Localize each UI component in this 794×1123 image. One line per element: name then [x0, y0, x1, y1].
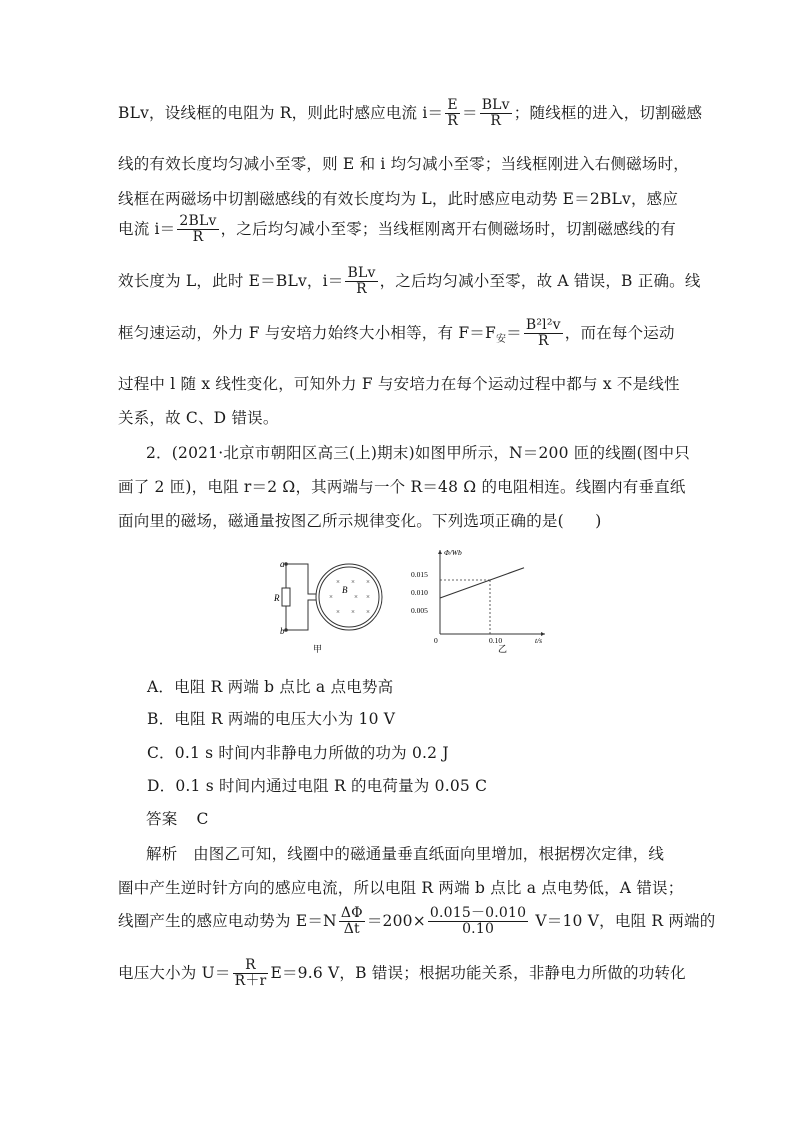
- fraction-denominator: R: [537, 333, 549, 350]
- fraction: [524, 318, 563, 350]
- figure-right-label: 乙: [498, 644, 508, 654]
- fraction: [480, 98, 512, 130]
- flux-series-line: [440, 568, 524, 598]
- figure-svg: [270, 546, 570, 656]
- subscript: 安: [495, 333, 507, 345]
- field-mark: ×: [329, 593, 333, 601]
- figure-left-label: 甲: [313, 644, 323, 654]
- field-marks: [329, 578, 370, 616]
- answer-value: C: [196, 810, 209, 828]
- field-mark: ×: [366, 578, 370, 586]
- resistor-symbol: [282, 588, 290, 606]
- field-mark: ×: [336, 578, 340, 586]
- fraction-numerator: BLv: [347, 265, 376, 281]
- paragraph1-line2: 线的有效长度均匀减小至零，则 E 和 i 均匀减小至零；当线框刚进入右侧磁场时，: [118, 155, 689, 173]
- fraction-numerator: 0.015－0.010: [429, 905, 527, 921]
- text-segment: 效长度为 L，此时 E＝BLv，i＝: [118, 271, 344, 290]
- origin-label: 0: [434, 636, 438, 645]
- fraction-denominator: R: [356, 281, 367, 298]
- field-mark: ×: [354, 593, 358, 601]
- y-tick-label: 0.010: [411, 588, 428, 597]
- fraction-denominator: R: [447, 113, 458, 130]
- fraction-denominator: R: [192, 229, 204, 246]
- text-segment: 电流 i＝: [118, 219, 176, 238]
- fraction-numerator: R: [233, 958, 269, 974]
- fraction: [345, 266, 377, 298]
- option-b: B．电阻 R 两端的电压大小为 10 V: [147, 710, 396, 728]
- fraction-denominator: R: [490, 113, 502, 130]
- text-segment: ，之后均匀减小至零，故 A 错误，B 正确。线: [379, 271, 701, 290]
- paragraph1-line8: 关系，故 C、D 错误。: [118, 409, 279, 427]
- question2-line3: 面向里的磁场，磁通量按图乙所示规律变化。下列选项正确的是( ): [118, 512, 602, 530]
- terminal-b-label: b: [280, 626, 285, 636]
- text-segment: 线圈产生的感应电动势为 E＝N: [118, 911, 337, 930]
- analysis-line4: [118, 957, 686, 990]
- text-segment: 框匀速运动，外力 F 与安培力始终大小相等，有 F＝F: [118, 323, 496, 342]
- coil-inner-turn: [319, 567, 379, 627]
- y-axis-label: Φ/Wb: [444, 548, 462, 557]
- field-mark: ×: [366, 608, 370, 616]
- paragraph1-line6: [118, 318, 678, 350]
- fraction-numerator: BLv: [481, 97, 510, 113]
- fraction: [177, 214, 218, 246]
- fraction-denominator: 0.10: [462, 921, 495, 938]
- text-segment: E＝9.6 V，B 错误；根据功能关系，非静电力所做的功转化: [270, 963, 686, 982]
- answer-line: [146, 807, 706, 829]
- analysis-line3: [118, 905, 716, 938]
- option-c: C．0.1 s 时间内非静电力所做的功为 0.2 J: [147, 744, 449, 762]
- flux-chart: [411, 548, 545, 645]
- paragraph1-line7: 过程中 l 随 x 线性变化，可知外力 F 与安培力在每个运动过程中都与 x 不是线性: [118, 375, 680, 393]
- resistor-label: R: [274, 593, 280, 603]
- option-d: D．0.1 s 时间内通过电阻 R 的电荷量为 0.05 C: [147, 777, 488, 795]
- text-segment: BLv，设线框的电阻为 R，则此时感应电流 i＝: [118, 103, 444, 122]
- x-axis-label: t/s: [535, 636, 543, 645]
- fraction: [428, 906, 528, 938]
- text-segment: ＝200×: [366, 911, 426, 930]
- terminal-a-label: a: [280, 559, 285, 569]
- answer-label: 答案: [146, 810, 178, 828]
- fraction: [339, 906, 365, 938]
- question2-figure: [270, 546, 570, 656]
- question2-line2: 画了 2 匝)，电阻 r＝2 Ω，其两端与一个 R＝48 Ω 的电阻相连。线圈内有垂直纸: [118, 478, 686, 496]
- field-mark: ×: [351, 608, 355, 616]
- fraction-numerator: E: [445, 98, 460, 114]
- text-segment: 电压大小为 U＝: [118, 963, 231, 982]
- text-segment: ，而在每个运动: [564, 323, 675, 342]
- field-mark: ×: [366, 593, 370, 601]
- fraction-denominator: Δt: [343, 921, 360, 938]
- fraction-denominator: R＋r: [234, 973, 267, 990]
- field-mark: ×: [336, 608, 340, 616]
- field-label: B: [342, 585, 348, 595]
- text-segment: ＝: [461, 103, 478, 122]
- y-tick-label: 0.005: [411, 606, 428, 615]
- option-a: A．电阻 R 两端 b 点比 a 点电势高: [147, 678, 394, 696]
- x-tick-label: 0.10: [489, 636, 503, 645]
- circuit-diagram: [273, 559, 382, 654]
- paragraph1-line3: 线框在两磁场中切割磁感线的有效长度均为 L，此时感应电动势 E＝2BLv，感应: [118, 190, 679, 208]
- paragraph1-line1: [118, 97, 703, 130]
- coil-outer-turn: [316, 564, 382, 630]
- fraction-numerator: 2BLv: [179, 213, 217, 229]
- fraction-numerator: ΔΦ: [340, 905, 363, 921]
- text-segment: V＝10 V，电阻 R 两端的: [530, 911, 716, 930]
- y-axis-arrow: [438, 550, 442, 554]
- question2-line1: 2．(2021·北京市朝阳区高三(上)期末)如图甲所示，N＝200 匝的线圈(图中只: [146, 444, 690, 462]
- analysis-line1: 解析 由图乙可知，线圈中的磁通量垂直纸面向里增加，根据楞次定律，线: [146, 845, 665, 863]
- text-segment: ；随线框的进入，切割磁感: [513, 103, 703, 122]
- y-tick-label: 0.015: [411, 570, 428, 579]
- analysis-line2: 圈中产生逆时针方向的感应电流，所以电阻 R 两端 b 点比 a 点电势低，A 错误；: [118, 879, 684, 897]
- fraction: [233, 958, 269, 990]
- field-mark: ×: [351, 578, 355, 586]
- text-segment: ，之后均匀减小至零；当线框刚离开右侧磁场时，切割磁感线的有: [220, 219, 676, 238]
- fraction: [445, 98, 460, 130]
- text-segment: ＝: [506, 323, 522, 342]
- fraction-numerator: B²l²v: [525, 317, 561, 333]
- paragraph1-line4: [118, 214, 678, 246]
- paragraph1-line5: [118, 265, 701, 298]
